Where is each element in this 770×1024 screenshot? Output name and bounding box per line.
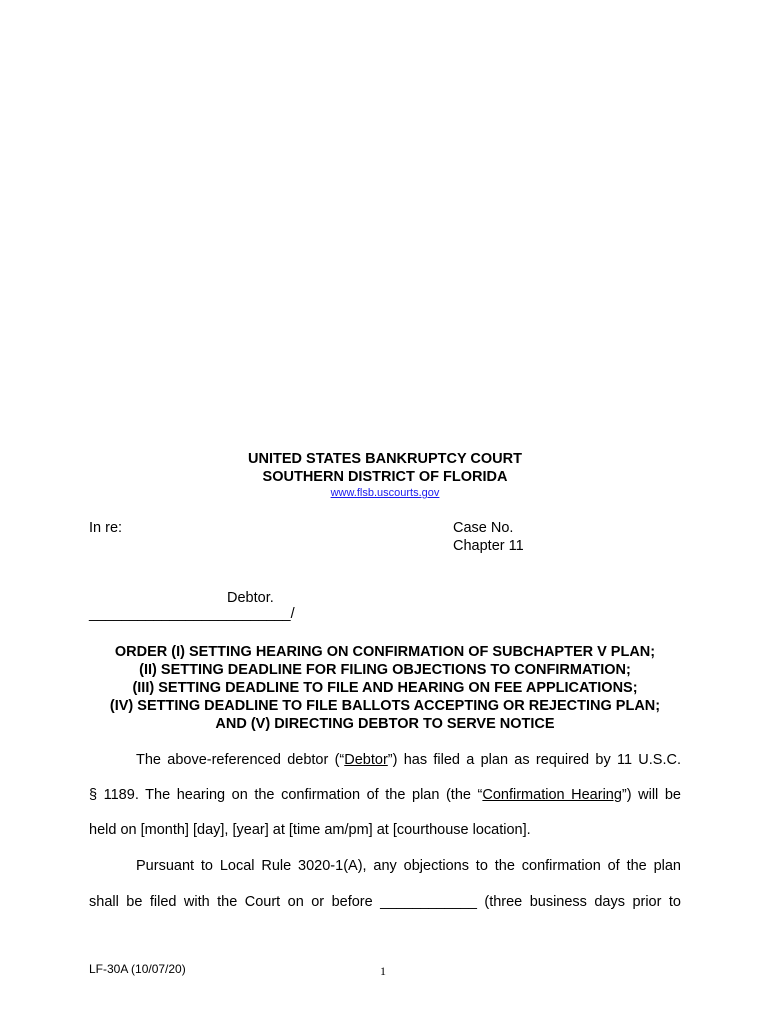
body-paragraph-1-line-1: The above-referenced debtor (“Debtor”) has filed a plan as required by 11 U.S.C. bbox=[136, 752, 682, 768]
defined-term-debtor: Debtor bbox=[344, 752, 388, 768]
order-title-line-5: AND (V) DIRECTING DEBTOR TO SERVE NOTICE bbox=[215, 716, 555, 732]
debtor-label: Debtor. bbox=[227, 590, 274, 606]
form-identifier: LF-30A (10/07/20) bbox=[89, 962, 186, 976]
order-title-line-4: (IV) SETTING DEADLINE TO FILE BALLOTS ACCEPTING OR REJECTING PLAN; bbox=[109, 698, 661, 714]
chapter-label: Chapter 11 bbox=[453, 538, 524, 554]
case-number-label: Case No. bbox=[453, 520, 514, 536]
court-name: UNITED STATES BANKRUPTCY COURT bbox=[248, 451, 522, 467]
debtor-signature-line: _________________________/ bbox=[89, 606, 295, 622]
court-district: SOUTHERN DISTRICT OF FLORIDA bbox=[262, 469, 508, 485]
order-title-line-3: (III) SETTING DEADLINE TO FILE AND HEARING ON FEE APPLICATIONS; bbox=[132, 680, 638, 696]
order-title-line-2: (II) SETTING DEADLINE FOR FILING OBJECTIONS TO CONFIRMATION; bbox=[139, 662, 631, 678]
body-paragraph-1-line-2: § 1189. The hearing on the confirmation of the plan (the “Confirmation Hearing”) will be bbox=[89, 787, 681, 803]
in-re-label: In re: bbox=[89, 520, 123, 536]
body-paragraph-2-line-2: shall be filed with the Court on or before ____________ (three business days prior to bbox=[89, 894, 681, 910]
defined-term-confirmation-hearing: Confirmation Hearing bbox=[482, 787, 622, 803]
body-paragraph-1-line-3: held on [month] [day], [year] at [time am/pm] at [courthouse location]. bbox=[89, 822, 531, 838]
body-paragraph-2-line-1: Pursuant to Local Rule 3020-1(A), any objections to the confirmation of the plan bbox=[136, 858, 681, 874]
order-title-line-1: ORDER (I) SETTING HEARING ON CONFIRMATION OF SUBCHAPTER V PLAN; bbox=[114, 644, 656, 660]
court-website-link[interactable]: www.flsb.uscourts.gov bbox=[330, 487, 440, 499]
page-number: 1 bbox=[380, 964, 386, 978]
